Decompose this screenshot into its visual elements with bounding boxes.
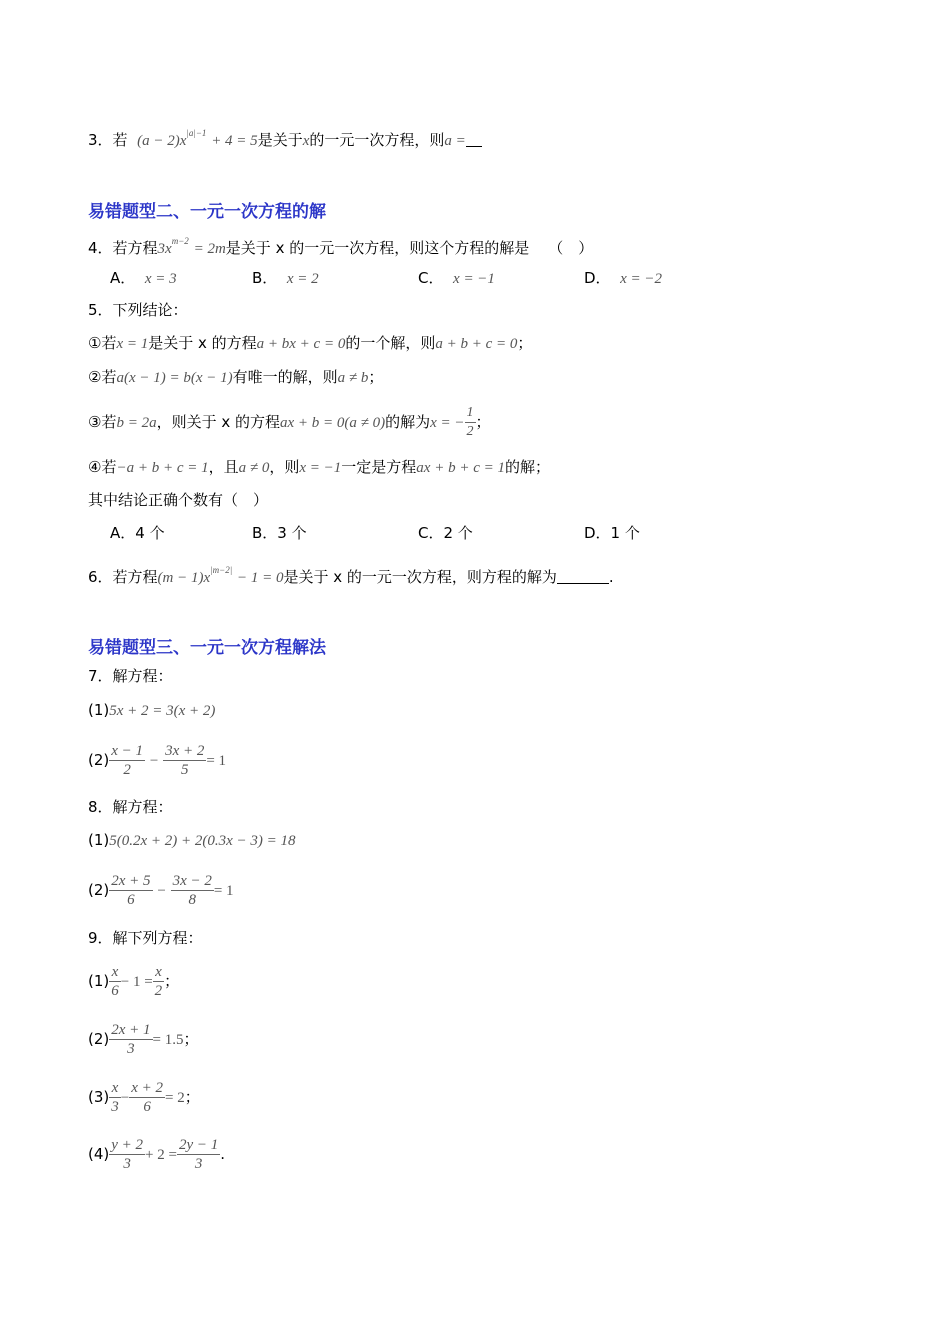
q7-frac-2-den: 5 <box>180 762 189 778</box>
s3-fraction <box>465 404 476 441</box>
q9-p1-frac-1-num: x <box>109 963 121 982</box>
q8-part-2 <box>88 870 234 911</box>
q5-option-c[interactable]: C．2 个 <box>418 524 473 542</box>
q4-option-b[interactable] <box>252 267 319 288</box>
q9-p2-end: ； <box>183 1030 199 1048</box>
q9-part-1 <box>88 961 179 1002</box>
q9-part-2-label: (2) <box>88 1030 110 1048</box>
q5-option-d[interactable]: D．1 个 <box>584 524 640 542</box>
q5-option-a[interactable]: A．4 个 <box>110 524 165 542</box>
q4-expr-tail: = 2m <box>193 241 226 257</box>
s1-math-2: a + bx + c = 0 <box>256 336 346 352</box>
s4-math-1: −a + b + c = 1 <box>116 460 209 476</box>
q6-end: . <box>608 568 614 586</box>
q5-statement-1 <box>88 333 532 354</box>
q9-p4-end: . <box>220 1145 226 1163</box>
q9-p4-frac-2-den: 3 <box>194 1156 203 1172</box>
q7-frac-2-num: 3x + 2 <box>165 743 205 759</box>
s4-math-2: a ≠ 0 <box>238 460 270 476</box>
s3-prefix: ③若 <box>88 413 117 431</box>
q8-part-2-label: (2) <box>88 881 110 899</box>
q3-expr-base: (a − 2)x <box>137 133 187 149</box>
q4-option-a-label: A． <box>110 269 136 287</box>
q7-frac-1 <box>109 742 145 779</box>
section-2-heading: 易错题型二、一元一次方程的解 <box>88 202 326 222</box>
question-4 <box>88 231 593 259</box>
q9-part-3 <box>88 1077 200 1118</box>
s2-text-1: 有唯一的解，则 <box>232 368 338 386</box>
q7-part-1 <box>88 700 215 721</box>
q7-frac-2 <box>163 742 206 779</box>
q8-rhs: = 1 <box>213 883 234 899</box>
s3-denominator: 2 <box>466 424 474 439</box>
q4-number: 4．若方程 <box>88 239 158 257</box>
q9-p3-frac-1-num: x <box>109 1079 121 1098</box>
q4-option-b-value: x = 2 <box>286 271 319 287</box>
q8-part-1 <box>88 830 296 851</box>
q6-expr-exp: |m−2| <box>210 565 233 575</box>
q4-option-d-value: x = −2 <box>620 271 663 287</box>
q4-expr-exp: m−2 <box>171 236 189 246</box>
q9-p3-op: − <box>120 1090 130 1106</box>
q9-p3-frac-2 <box>129 1079 165 1116</box>
s3-math-1: b = 2a <box>116 415 157 431</box>
q5-statement-4 <box>88 457 550 478</box>
q9-p2-rhs: = 1.5 <box>152 1032 184 1048</box>
s2-math-2: a ≠ b <box>337 370 369 386</box>
q8-part-1-label: (1) <box>88 831 110 849</box>
s1-math-1: x = 1 <box>116 336 149 352</box>
q9-p1-frac-2 <box>153 963 165 1000</box>
q8-frac-1-den: 6 <box>127 892 135 908</box>
s2-end: ； <box>368 368 384 386</box>
s1-text-2: 的一个解，则 <box>345 334 436 352</box>
q9-part-2 <box>88 1019 199 1060</box>
s3-math-2: ax + b = 0(a ≠ 0) <box>280 415 386 431</box>
s1-end: ； <box>517 334 533 352</box>
q5-option-b[interactable]: B．3 个 <box>252 524 307 542</box>
q3-answer-lhs: a = <box>444 133 466 149</box>
q9-p3-frac-2-den: 6 <box>143 1099 151 1115</box>
q4-option-c-value: x = −1 <box>453 271 495 287</box>
s1-prefix: ①若 <box>88 334 117 352</box>
q9-p4-mid: + 2 = <box>145 1147 177 1163</box>
q7-part-1-label: (1) <box>88 701 110 719</box>
q8-op: − <box>157 883 166 899</box>
q7-rhs: = 1 <box>206 753 227 769</box>
q3-text2: 的一元一次方程，则 <box>309 131 445 149</box>
q8-frac-1 <box>109 872 152 909</box>
q9-p1-frac-1-den: 6 <box>111 983 119 999</box>
q8-frac-2-den: 8 <box>188 892 196 908</box>
q7-part-2-label: (2) <box>88 751 110 769</box>
q6-expr-base: (m − 1)x <box>157 570 211 586</box>
s1-math-3: a + b + c = 0 <box>435 336 518 352</box>
q9-stem: 9．解下列方程： <box>88 929 203 947</box>
q9-p1-mid: − 1 = <box>120 974 153 990</box>
q7-frac-1-num: x − 1 <box>111 743 144 759</box>
q5-statement-2 <box>88 367 383 388</box>
q9-p4-frac-1 <box>109 1136 145 1173</box>
q7-op: − <box>149 753 159 769</box>
q7-part-1-expr: 5x + 2 = 3(x + 2) <box>109 703 216 719</box>
s4-math-3: x = −1 <box>299 460 342 476</box>
q8-part-1-expr: 5(0.2x + 2) + 2(0.3x − 3) = 18 <box>109 833 296 849</box>
s4-text-3: 一定是方程 <box>341 458 417 476</box>
q8-frac-2-num: 3x − 2 <box>172 873 212 889</box>
q9-part-4 <box>88 1134 225 1175</box>
q6-answer-blank[interactable] <box>557 569 609 584</box>
q9-part-4-label: (4) <box>88 1145 110 1163</box>
q4-text: 是关于 x 的一元一次方程，则这个方程的解是 <box>225 239 530 257</box>
q3-expr-tail: + 4 = 5 <box>211 133 258 149</box>
q4-option-c[interactable] <box>418 267 495 288</box>
question-3 <box>88 123 482 151</box>
q9-p4-frac-2-num: 2y − 1 <box>178 1137 219 1153</box>
q9-p2-frac-1-num: 2x + 1 <box>111 1022 151 1038</box>
q3-expr-exp: |a|−1 <box>186 128 207 138</box>
q5-stem: 5．下列结论： <box>88 301 188 319</box>
q4-answer-paren[interactable]: （ ） <box>548 239 594 257</box>
q9-p1-frac-2-den: 2 <box>154 983 163 999</box>
q9-p1-frac-2-num: x <box>153 963 165 982</box>
q4-option-c-label: C． <box>418 269 444 287</box>
q9-part-3-label: (3) <box>88 1088 110 1106</box>
s4-prefix: ④若 <box>88 458 117 476</box>
question-6 <box>88 560 614 588</box>
q5-question: 其中结论正确个数有（ ） <box>88 491 269 509</box>
q3-answer-blank[interactable] <box>466 132 482 147</box>
q9-p2-frac-1-den: 3 <box>127 1041 135 1057</box>
q8-frac-2 <box>171 872 214 909</box>
q9-p3-end: ； <box>184 1088 200 1106</box>
s3-text-1: ，则关于 x 的方程 <box>156 413 280 431</box>
s4-text-1: ，且 <box>208 458 239 476</box>
q3-number: 3．若 <box>88 131 128 149</box>
q9-p4-frac-2 <box>177 1136 220 1173</box>
q8-frac-1-num: 2x + 5 <box>111 873 151 889</box>
s4-text-2: ，则 <box>269 458 300 476</box>
q9-p1-frac-1 <box>109 963 121 1000</box>
q3-var: x <box>302 133 310 149</box>
q6-expr-tail: − 1 = 0 <box>236 570 284 586</box>
s4-end: 的解； <box>504 458 550 476</box>
q6-number: 6．若方程 <box>88 568 158 586</box>
q9-p3-rhs: = 2 <box>165 1090 185 1106</box>
q7-part-2 <box>88 740 226 781</box>
q9-p4-frac-1-num: y + 2 <box>111 1137 144 1153</box>
q7-stem: 7．解方程： <box>88 667 173 685</box>
section-3-heading: 易错题型三、一元一次方程解法 <box>88 638 326 658</box>
q9-p1-end: ； <box>164 972 180 990</box>
s4-math-4: ax + b + c = 1 <box>416 460 505 476</box>
q9-p4-frac-1-den: 3 <box>123 1156 131 1172</box>
q4-option-a-value: x = 3 <box>144 271 177 287</box>
q4-option-b-label: B． <box>252 269 278 287</box>
q9-p3-frac-1-den: 3 <box>111 1099 119 1115</box>
q7-frac-1-den: 2 <box>123 762 131 778</box>
s3-end: ； <box>475 413 491 431</box>
q4-option-d[interactable] <box>584 267 662 288</box>
s1-text-1: 是关于 x 的方程 <box>148 334 257 352</box>
q5-statement-3 <box>88 402 491 443</box>
s3-numerator: 1 <box>465 404 476 423</box>
s3-text-2: 的解为 <box>385 413 431 431</box>
q9-p3-frac-2-num: x + 2 <box>131 1080 163 1096</box>
q9-p3-frac-1 <box>109 1079 121 1116</box>
q4-option-a[interactable] <box>110 267 177 288</box>
q9-p2-frac-1 <box>109 1021 152 1058</box>
q9-part-1-label: (1) <box>88 972 110 990</box>
q8-stem: 8．解方程： <box>88 798 173 816</box>
s3-math-3: x = − <box>430 415 465 431</box>
q4-option-d-label: D． <box>584 269 611 287</box>
q6-text: 是关于 x 的一元一次方程，则方程的解为 <box>283 568 557 586</box>
q3-text1: 是关于 <box>257 131 303 149</box>
s2-prefix: ②若 <box>88 368 117 386</box>
q4-expr-base: 3x <box>157 241 172 257</box>
s2-math-1: a(x − 1) = b(x − 1) <box>116 370 233 386</box>
